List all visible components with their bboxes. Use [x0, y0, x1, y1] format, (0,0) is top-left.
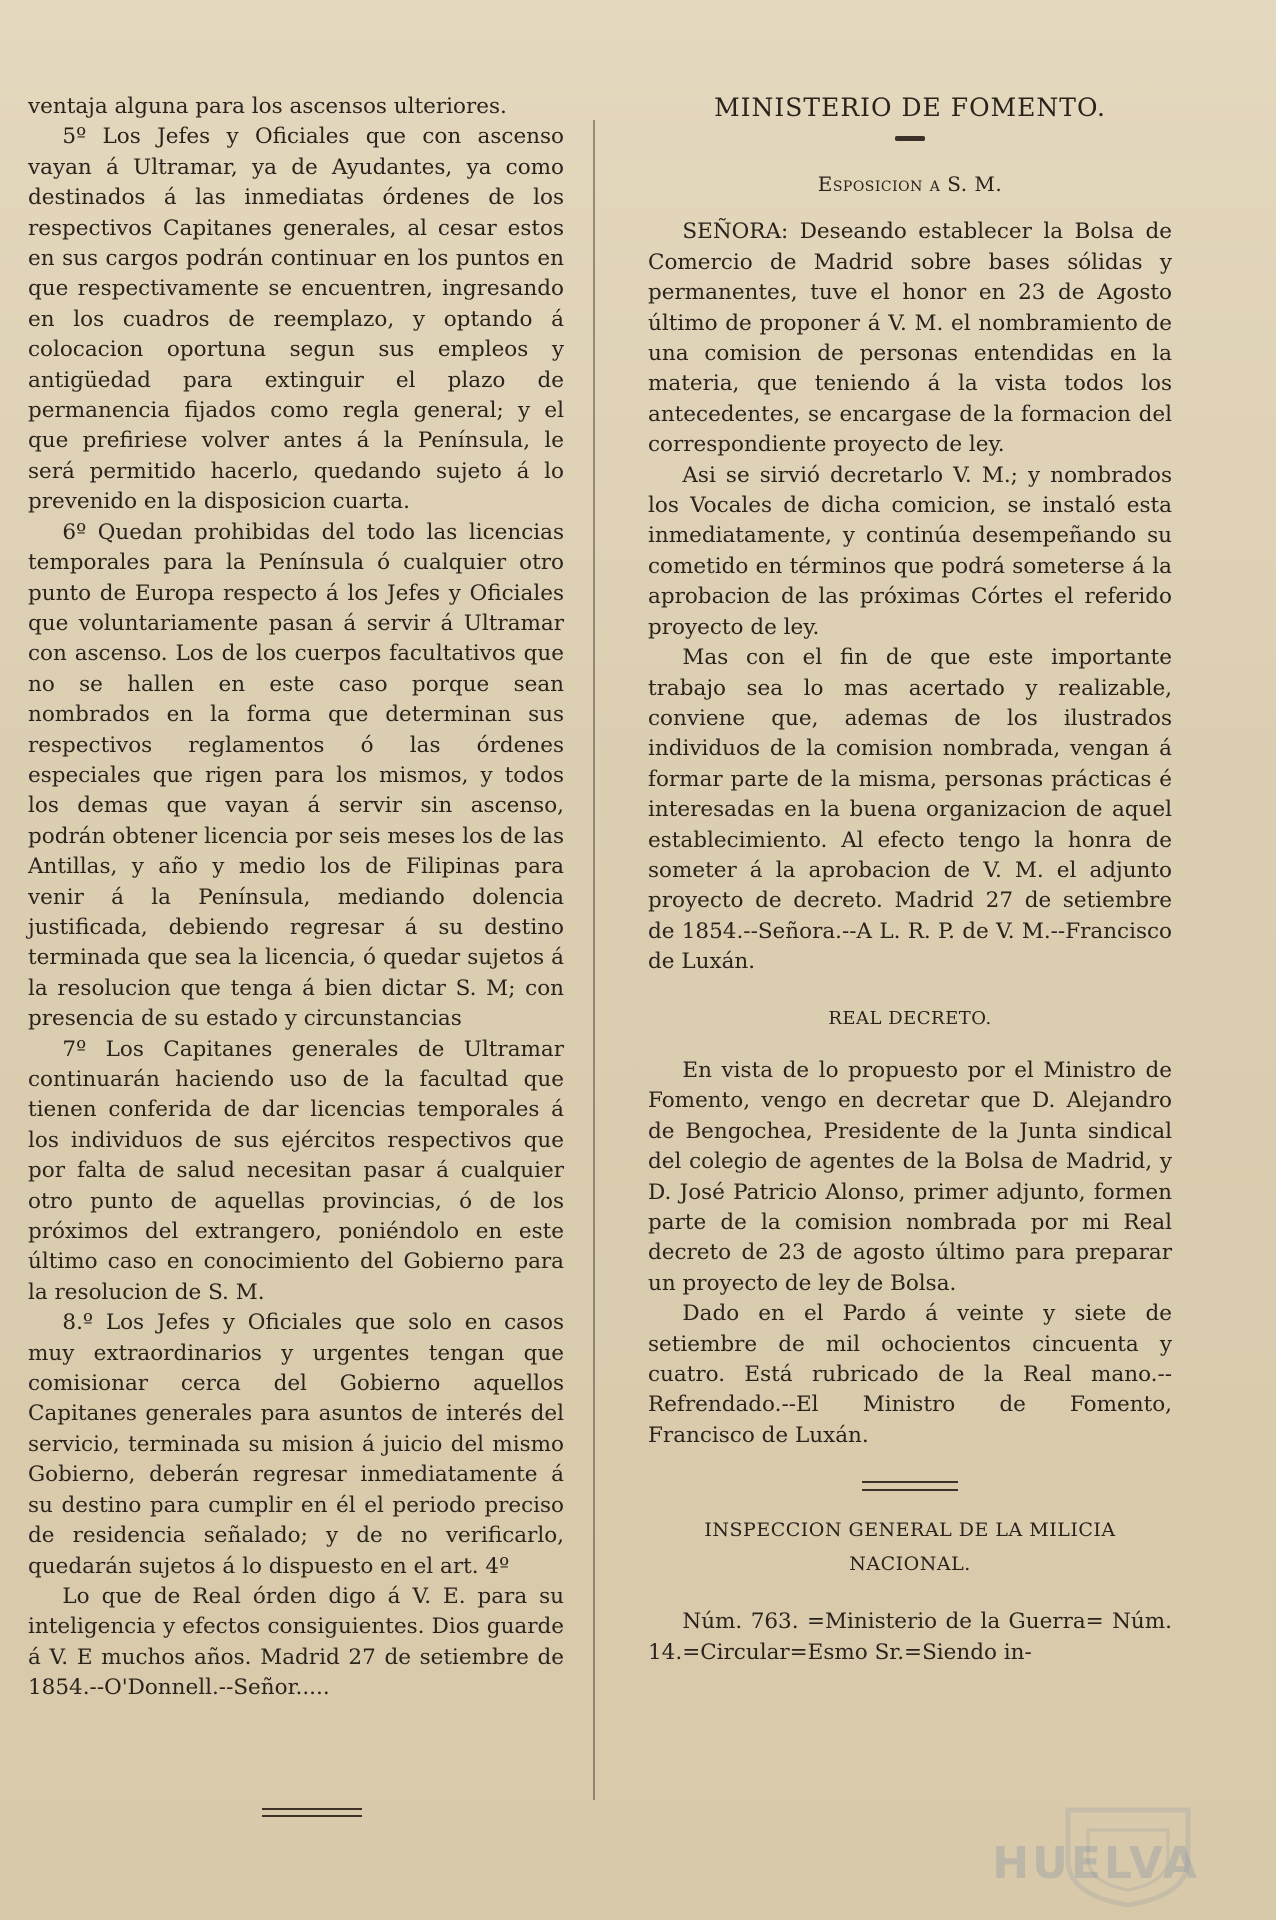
paragraph-article-7: 7º Los Capitanes generales de Ultramar continuarán haciendo uso de la facultad que tienen conferida de dar licencias temporales á los individuos de sus ejércitos respectivos que por falta de salud necesitan pasar á cualquier otro punto de aquellas provincias, ó de los próximos del extrangero, poniéndolo en este último caso en conocimiento del Gobierno para la resolucion de S. M.: [28, 1036, 564, 1305]
title-rule: [895, 136, 925, 141]
inspeccion-heading: [648, 1513, 1172, 1581]
paragraph-article-6: 6º Quedan prohibidas del todo las licencias temporales para la Península ó cualquier otro punto de Europa respecto á los Jefes y Oficiales que voluntariamente pasan á servir á Ultramar con ascenso. Los de los cuerpos facultativos que no se hallen en este caso porque sean nombrados en la forma que determinan sus respectivos reglamentos ó las órdenes especiales que rigen para los mismos, y todos los demas que vayan á servir sin ascenso, podrán obtener licencia por seis meses los de las Antillas, y año y medio los de Filipinas para venir á la Península, mediando dolencia justificada, debiendo regresar á su destino terminada que sea la licencia, ó quedar sujetos á la resolucion que tenga á bien dictar S. M; con presencia de su estado y circunstancias: [28, 519, 564, 1032]
inspeccion-paragraph: Núm. 763. =Ministerio de la Guerra= Núm. 14.=Circular=Esmo Sr.=Siendo in-: [648, 1609, 1172, 1665]
paragraph-closing: Lo que de Real órden digo á V. E. para su inteligencia y efectos consiguientes. Dios guarde á V. E muchos años. Madrid 27 de setiembre de 1854.--O'Donnell.--Señor.....: [28, 1583, 564, 1701]
column-divider: [593, 120, 595, 1800]
exposicion-heading: Esposicion a S. M.: [817, 172, 1003, 196]
watermark-text: HUELVA: [992, 1838, 1200, 1889]
left-end-rule: [262, 1808, 362, 1817]
exposicion-paragraph: Asi se sirvió decretarlo V. M.; y nombrados los Vocales de dicha comicion, se instaló esta inmediatamente, y continúa desempeñando su cometido en términos que podrá someterse á la aprobacion de las próximas Córtes el referido proyecto de ley.: [648, 462, 1172, 640]
inspeccion-heading-line: INSPECCION GENERAL DE LA MILICIA: [704, 1519, 1116, 1542]
ministry-title: MINISTERIO DE FOMENTO.: [714, 93, 1106, 122]
exposicion-paragraph: SEÑORA: Deseando establecer la Bolsa de Comercio de Madrid sobre bases sólidas y permanentes, tuve el honor en 23 de Agosto último de proponer á V. M. el nombramiento de una comision de personas entendidas en la materia, que teniendo á la vista todos los antecedentes, se encargase de la formacion del correspondiente proyecto de ley.: [648, 219, 1172, 458]
decreto-paragraph: Dado en el Pardo á veinte y siete de setiembre de mil ochocientos cincuenta y cuatro. Está rubricado de la Real mano.--Refrendado.--El Ministro de Fomento, Francisco de Luxán.: [648, 1301, 1172, 1448]
right-column: [648, 92, 1172, 1668]
decreto-paragraph: En vista de lo propuesto por el Ministro de Fomento, vengo en decretar que D. Alejandro de Bengochea, Presidente de la Junta sindical del colegio de agentes de la Bolsa de Madrid, y D. José Patricio Alonso, primer adjunto, formen parte de la comision nombrada por mi Real decreto de 23 de agosto último para preparar un proyecto de ley de Bolsa.: [648, 1057, 1172, 1296]
section-rule: [862, 1481, 958, 1491]
paragraph-article-5: 5º Los Jefes y Oficiales que con ascenso vayan á Ultramar, ya de Ayudantes, ya como destinados á las inmediatas órdenes de los respectivos Capitanes generales, al cesar estos en sus cargos podrán continuar en los puntos en que respectivamente se encuentren, ingresando en los cuadros de reemplazo, y optando á colocacion oportuna segun sus empleos y antigüedad para extinguir el plazo de permanencia fijados como regla general; y el que prefiriese volver antes á la Península, le será permitido hacerlo, quedando sujeto á lo prevenido en la disposicion cuarta.: [28, 124, 564, 515]
decreto-heading: REAL DECRETO.: [828, 1007, 992, 1029]
left-column: [28, 92, 564, 1704]
paragraph-continuation: ventaja alguna para los ascensos ulteriores.: [28, 94, 507, 119]
paragraph-article-8: 8.º Los Jefes y Oficiales que solo en casos muy extraordinarios y urgentes tengan que comisionar cerca del Gobierno aquellos Capitanes generales para asuntos de interés del servicio, terminada su mision á juicio del mismo Gobierno, deberán regresar inmediatamente á su destino para cumplir en él el periodo preciso de residencia señalado; y de no verificarlo, quedarán sujetos á lo dispuesto en el art. 4º: [28, 1310, 564, 1579]
inspeccion-heading-line: NACIONAL.: [849, 1553, 971, 1576]
exposicion-paragraph: Mas con el fin de que este importante trabajo sea lo mas acertado y realizable, conviene que, ademas de los ilustrados individuos de la comision nombrada, vengan á formar parte de la misma, personas prácticas é interesadas en la buena organizacion de aquel establecimiento. Al efecto tengo la honra de someter á la aprobacion de V. M. el adjunto proyecto de decreto. Madrid 27 de setiembre de 1854.--Señora.--A L. R. P. de V. M.--Francisco de Luxán.: [648, 645, 1172, 975]
